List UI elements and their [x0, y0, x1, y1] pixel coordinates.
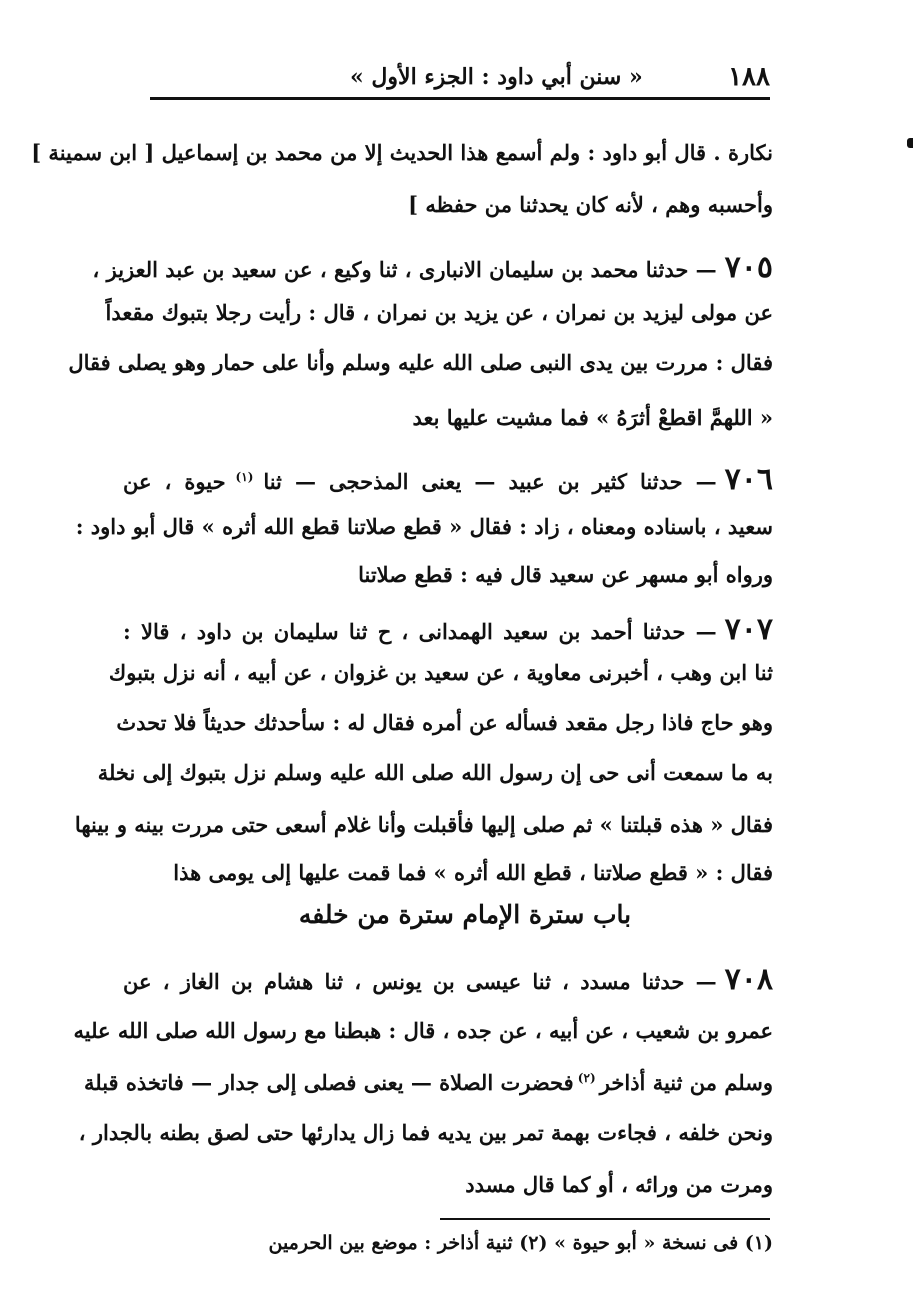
- page-header: [150, 62, 770, 98]
- line-text: — حدثنا أحمد بن سعيد الهمدانى ، ح ثنا سليمان بن داود ، قالا :: [123, 619, 717, 644]
- line-text: عمرو بن شعيب ، عن أبيه ، عن جده ، قال : هبطنا مع رسول الله صلى الله عليه: [73, 1018, 773, 1043]
- line-text: — حدثنا مسدد ، ثنا عيسى بن يونس ، ثنا هشام بن الغاز ، عن: [123, 969, 717, 994]
- line-text: وهو حاج فاذا رجل مقعد فسأله عن أمره فقال له : سأحدثك حديثاً فلا تحدث: [116, 710, 773, 735]
- line-text: — حدثنا كثير بن عبيد — يعنى المذحجى — ثنا: [263, 469, 717, 494]
- text-line: [31, 140, 773, 165]
- line-text: ثنا ابن وهب ، أخبرنى معاوية ، عن سعيد بن غزوان ، عن أبيه ، أنه نزل بتبوك: [108, 660, 773, 685]
- margin-mark: [907, 138, 913, 148]
- line-text: — حدثنا محمد بن سليمان الانبارى ، ثنا وكيع ، عن سعيد بن عبد العزيز ،: [92, 257, 717, 282]
- line-text: وأحسبه وهم ، لأنه كان يحدثنا من حفظه ]: [408, 192, 773, 217]
- footnote-marker: (٢): [573, 1071, 600, 1085]
- hadith-number: ٧٠٥: [724, 250, 773, 285]
- line-text-continued: حيوة ، عن: [123, 469, 226, 494]
- footnote-rule: [440, 1218, 770, 1220]
- line-text: فقال : مررت بين يدى النبى صلى الله عليه وسلم وأنا على حمار وهو يصلى فقال: [68, 350, 773, 375]
- text-line: [75, 514, 773, 539]
- hadith-number: ٧٠٦: [724, 462, 774, 497]
- text-line: [123, 462, 773, 497]
- line-text: فقال « هذه قبلتنا » ثم صلى إليها فأقبلت وأنا غلام أسعى حتى مررت بينه و بينها: [74, 812, 773, 837]
- line-text: سعيد ، باسناده ومعناه ، زاد : فقال « قطع صلاتنا قطع الله أثره » قال أبو داود :: [75, 514, 773, 539]
- text-line: [123, 192, 773, 217]
- text-line: [73, 1018, 773, 1043]
- text-line: [116, 710, 773, 735]
- page-number: ١٨٨: [728, 62, 770, 92]
- line-text: نكارة . قال أبو داود : ولم أسمع هذا الحديث إلا من محمد بن إسماعيل [ ابن سمينة ]: [31, 140, 773, 165]
- line-text: ومرت من ورائه ، أو كما قال مسدد: [465, 1172, 773, 1197]
- line-text: ونحن خلفه ، فجاءت بهمة تمر بين يديه فما زال يدارئها حتى لصق بطنه بالجدار ،: [78, 1120, 773, 1145]
- text-line: [123, 962, 773, 997]
- text-line: [123, 860, 773, 885]
- text-line: [97, 760, 773, 785]
- line-text: به ما سمعت أنى حى إن رسول الله صلى الله عليه وسلم نزل بتبوك إلى نخلة: [97, 760, 773, 785]
- footnote-marker: (١): [225, 470, 264, 484]
- text-line: [123, 562, 773, 587]
- text-line: [92, 250, 773, 285]
- text-line: [74, 812, 773, 837]
- line-text-continued: فحضرت الصلاة — يعنى فصلى إلى جدار — فاتخذه قبلة: [84, 1070, 574, 1095]
- footnotes: (١) فى نسخة « أبو حيوة » (٢) ثنية أذاخر : موضع بين الحرمين: [268, 1232, 773, 1254]
- line-text: ورواه أبو مسهر عن سعيد قال فيه : قطع صلاتنا: [358, 562, 773, 587]
- line-text: عن مولى ليزيد بن نمران ، عن يزيد بن نمران ، قال : رأيت رجلا بتبوك مقعداً: [105, 300, 773, 325]
- text-line: [84, 1070, 773, 1095]
- hadith-number: ٧٠٨: [724, 962, 773, 997]
- hadith-number: ٧٠٧: [724, 612, 773, 647]
- line-text: « اللهمَّ اقطعْ أثرَهُ » فما مشيت عليها بعد: [412, 405, 773, 430]
- text-line: [123, 405, 773, 430]
- running-title: « سنن أبي داود : الجزء الأول »: [350, 64, 643, 90]
- section-heading: باب سترة الإمام سترة من خلفه: [298, 900, 632, 929]
- text-line: [123, 612, 773, 647]
- text-line: [68, 350, 773, 375]
- text-line: [78, 1120, 773, 1145]
- header-rule: [150, 97, 770, 100]
- line-text: وسلم من ثنية أذاخر: [599, 1070, 773, 1095]
- text-line: [105, 300, 773, 325]
- text-line: [123, 1172, 773, 1197]
- line-text: فقال : « قطع صلاتنا ، قطع الله أثره » فما قمت عليها إلى يومى هذا: [173, 860, 773, 885]
- text-line: [108, 660, 773, 685]
